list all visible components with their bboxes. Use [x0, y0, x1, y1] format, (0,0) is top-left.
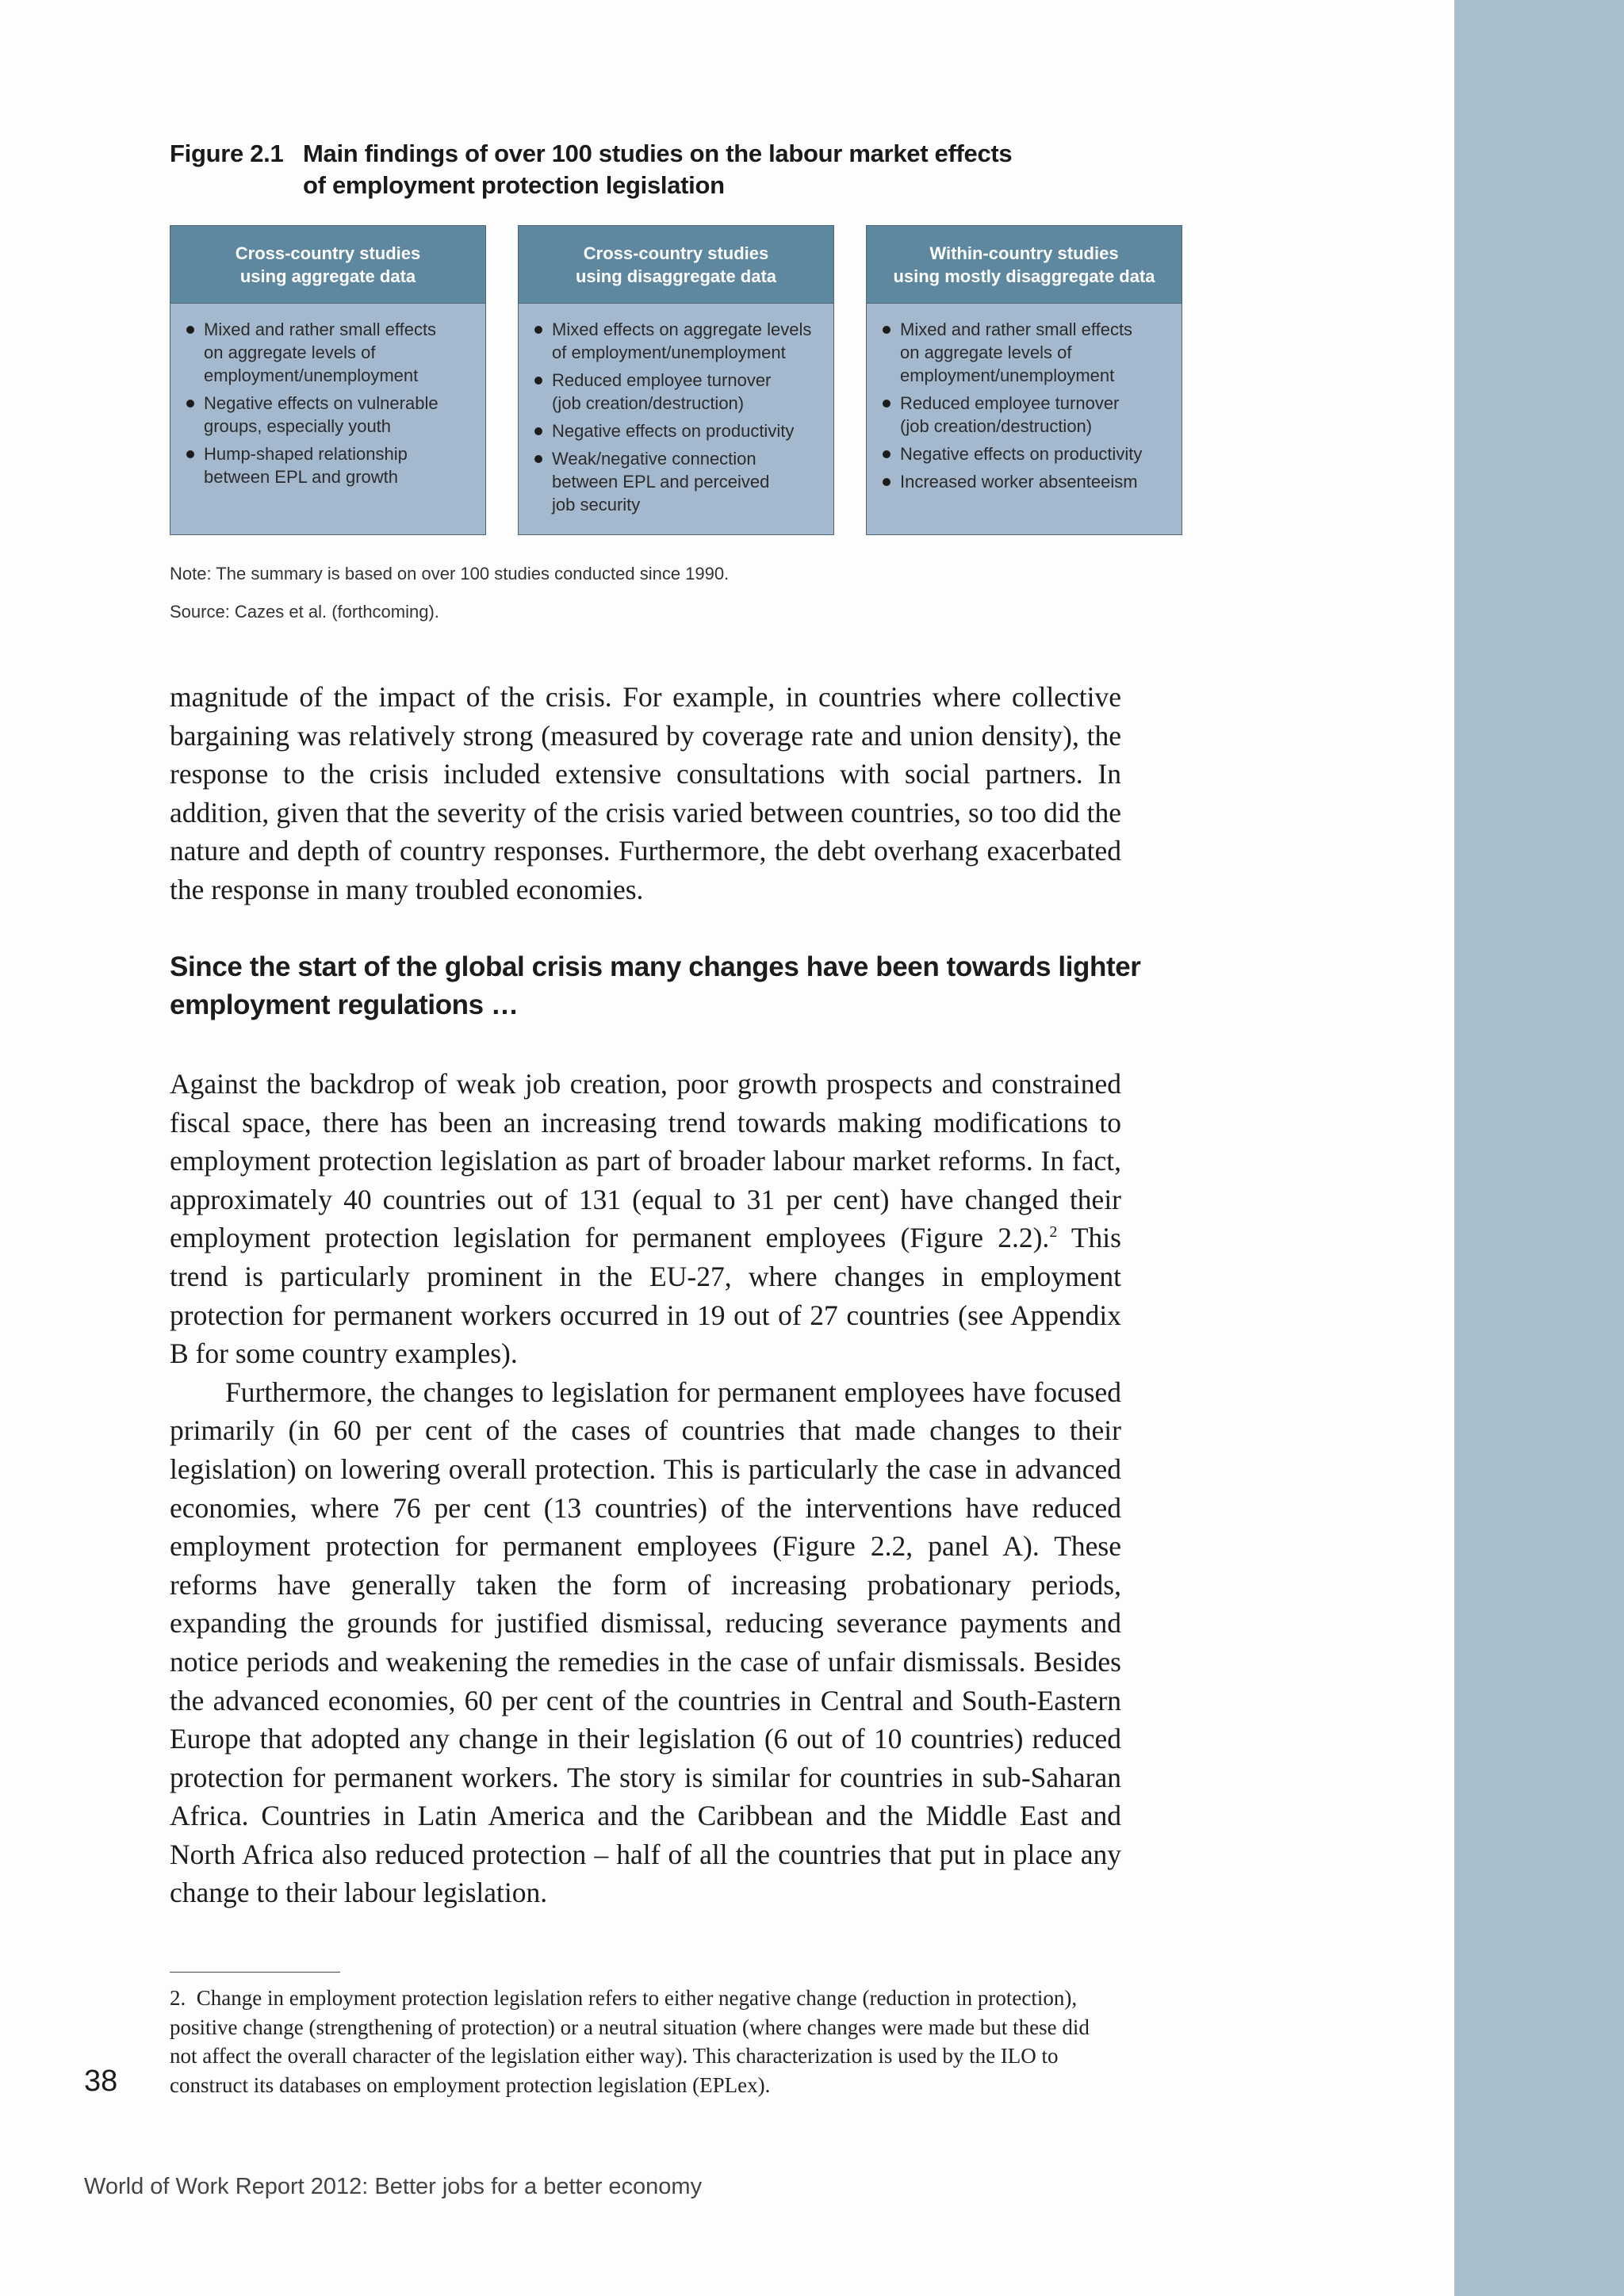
- running-footer: World of Work Report 2012: Better jobs for a better economy: [84, 2174, 703, 2199]
- findings-list: [519, 304, 833, 516]
- list-item: Hump-shaped relationship between EPL and growth: [185, 442, 471, 488]
- list-item: Mixed and rather small effects on aggregate levels of employment/unemployment: [185, 318, 471, 387]
- list-item: Increased worker absenteeism: [881, 470, 1167, 493]
- list-item: Mixed and rather small effects on aggregate levels of employment/unemployment: [881, 318, 1167, 387]
- figure-title: [170, 138, 1201, 201]
- paragraph-text: This trend is particularly prominent in the EU-27, where changes in employment protection for permanent workers occurred in 19 out of 27 countries (see Appendix B for some country examples).: [170, 1222, 1121, 1370]
- paragraph-text: Against the backdrop of weak job creation, poor growth prospects and constrained fiscal space, there has been an increasing trend towards making modifications to employment protection legislation as part of broader labour market reforms. In fact, approximately 40 countries out of 131 (equal to 31 per cent) have changed their employment protection legislation for permanent employees (Figure 2.2).: [170, 1068, 1121, 1254]
- list-item: Negative effects on vulnerable groups, especially youth: [185, 392, 471, 438]
- findings-box-within-country: [866, 225, 1182, 535]
- paragraph-text: magnitude of the impact of the crisis. For example, in countries where collective bargaining was relatively strong (measured by coverage rate and union density), the response to the crisis included extensive consultations with social partners. In addition, given that the severity of the crisis varied between countries, so too did the nature and depth of country responses. Furthermore, the debt overhang exacerbated the response in many troubled economies.: [170, 681, 1121, 905]
- figure-note: Note: The summary is based on over 100 studies conducted since 1990.: [170, 564, 730, 584]
- findings-box-aggregate: [170, 225, 486, 535]
- list-item: Reduced employee turnover (job creation/destruction): [533, 369, 819, 415]
- figure-source: Source: Cazes et al. (forthcoming).: [170, 602, 439, 622]
- side-color-band: [1454, 0, 1624, 2296]
- findings-box-disaggregate: [518, 225, 834, 535]
- section-subheading: Since the start of the global crisis many changes have been towards lighter employment regulations …: [170, 951, 1141, 1020]
- figure-number: Figure 2.1: [170, 140, 284, 167]
- findings-list: [170, 304, 485, 488]
- paragraph-3: Furthermore, the changes to legislation for permanent employees have focused primarily (in 60 per cent of the cases of countries that made changes to their legislation) on lowering overall protection. This is particularly the case in advanced economies, where 76 per cent (13 countries) of the interventions have reduced employment protection for permanent employees (Figure 2.2, panel A). These reforms have generally taken the form of increasing probationary periods, expanding the grounds for justified dismissal, reducing severance payments and notice periods and weakening the remedies in the case of unfair dismissals. Besides the advanced economies, 60 per cent of the countries in Central and South-Eastern Europe that adopted any change in their legislation (6 out of 10 countries) reduced protection for permanent workers. The story is similar for countries in sub-Saharan Africa. Countries in Latin America and the Caribbean and the Middle East and North Africa also reduced protection – half of all the countries that put in place any change to their labour legislation.: [170, 1376, 1121, 1909]
- body-paragraphs-2-3: [170, 1065, 1121, 1912]
- figure-title-line2: of employment protection legislation: [303, 171, 725, 199]
- footnote-divider: [170, 1972, 340, 1973]
- footnote-reference[interactable]: 2: [1049, 1223, 1058, 1242]
- body-paragraph-1: [170, 678, 1121, 909]
- findings-list: [867, 304, 1182, 493]
- page-number: 38: [84, 2064, 118, 2098]
- list-item: Negative effects on productivity: [533, 419, 819, 442]
- box-header: Cross-country studies using disaggregate data: [519, 226, 833, 304]
- list-item: Negative effects on productivity: [881, 442, 1167, 465]
- list-item: Mixed effects on aggregate levels of employment/unemployment: [533, 318, 819, 364]
- paragraph-2: [170, 1065, 1121, 1373]
- figure-title-line1: Main findings of over 100 studies on the labour market effects: [303, 140, 1013, 167]
- box-header: Within-country studies using mostly disaggregate data: [867, 226, 1182, 304]
- box-header: Cross-country studies using aggregate data: [170, 226, 485, 304]
- footnote: 2. Change in employment protection legislation refers to either negative change (reduction in protection), positive change (strengthening of protection) or a neutral situation (where changes were made but these did not affect the overall character of the legislation either way). This characterization is used by the ILO to construct its databases on employment protection legislation (EPLex).: [170, 1986, 1090, 2097]
- list-item: Weak/negative connection between EPL and perceived job security: [533, 447, 819, 516]
- list-item: Reduced employee turnover (job creation/destruction): [881, 392, 1167, 438]
